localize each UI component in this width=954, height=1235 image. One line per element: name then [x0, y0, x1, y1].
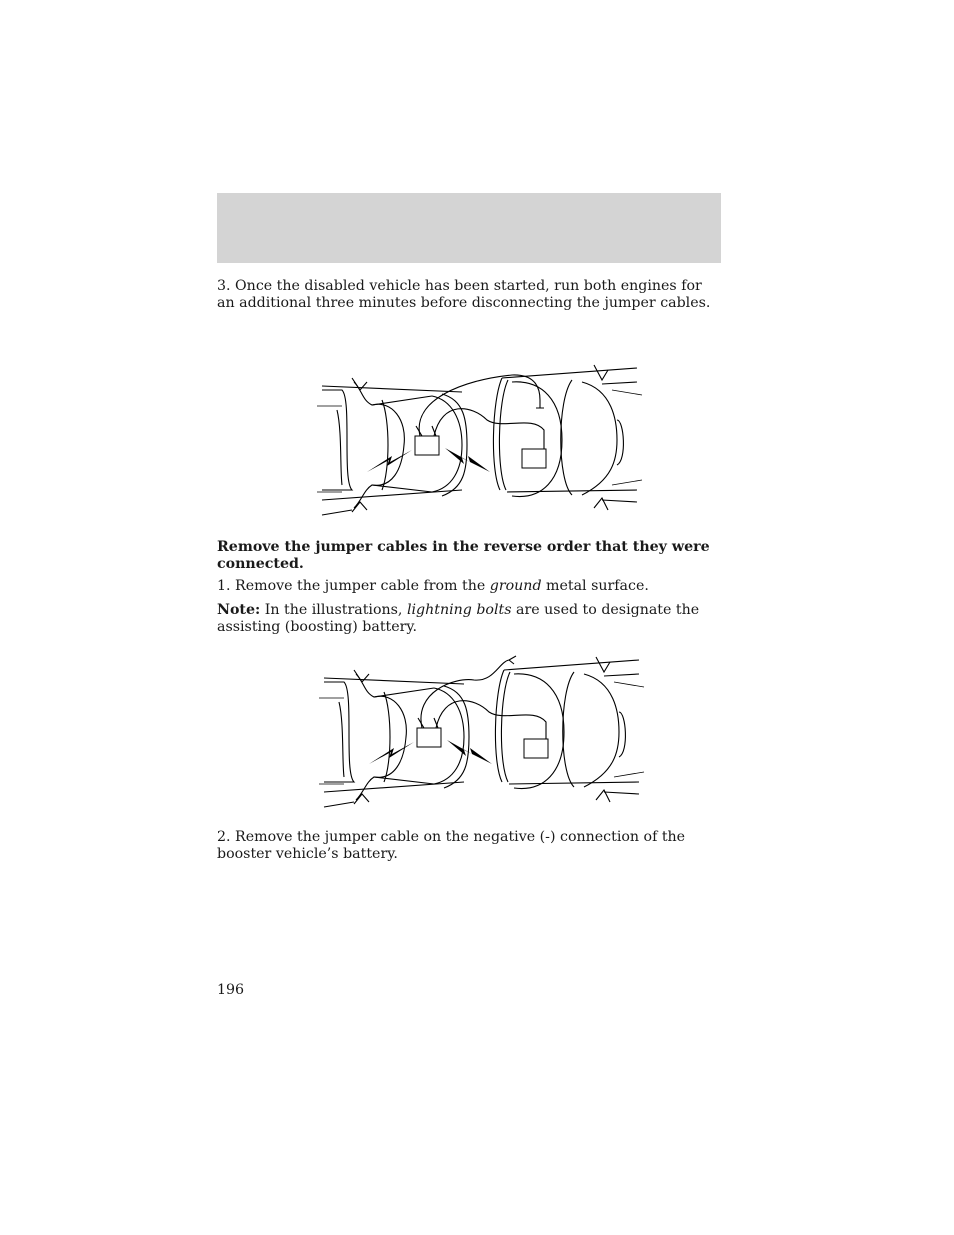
jumper-cable: [434, 409, 544, 449]
step-1-emphasis: ground: [489, 578, 542, 594]
step-1-suffix: metal surface.: [541, 578, 649, 594]
booster-battery: [415, 436, 439, 455]
step-3-text: 3. Once the disabled vehicle has been started, run both engines for an additional three minutes before disconnecting the jumper cables.: [217, 278, 711, 311]
remove-cables-heading: Remove the jumper cables in the reverse order that they were connected.: [217, 539, 710, 572]
disabled-battery: [522, 449, 546, 468]
lightning-bolt-icon: [369, 742, 414, 764]
jumper-cable-illustration-1: [312, 360, 647, 525]
lightning-bolt-icon: [445, 448, 490, 472]
note-label: Note:: [217, 602, 261, 618]
lightning-bolt-icon: [447, 740, 492, 764]
note-emphasis: lightning bolts: [406, 602, 512, 618]
jumper-cable-illustration-2: [314, 652, 649, 817]
note-suffix: are used to designate the assisting (boosting) battery.: [217, 602, 700, 635]
disabled-battery: [524, 739, 548, 758]
loose-cable-clamp: [509, 656, 516, 664]
section-header-bar: [217, 193, 721, 263]
step-2-text: 2. Remove the jumper cable on the negative (-) connection of the booster vehicle’s battery.: [217, 829, 686, 862]
page-number: 196: [217, 982, 245, 998]
note-text: [217, 602, 717, 635]
left-car-outline: [317, 378, 467, 515]
right-car-outline: [495, 657, 644, 802]
ground-clamp: [536, 400, 544, 408]
step-1-text: [217, 578, 717, 595]
booster-battery: [417, 728, 441, 747]
note-prefix: In the illustrations,: [260, 602, 407, 618]
jumper-cable: [436, 701, 546, 739]
right-car-outline: [493, 365, 642, 510]
step-1-prefix: 1. Remove the jumper cable from the: [217, 578, 490, 594]
left-car-outline: [319, 670, 469, 807]
lightning-bolt-icon: [367, 450, 412, 472]
